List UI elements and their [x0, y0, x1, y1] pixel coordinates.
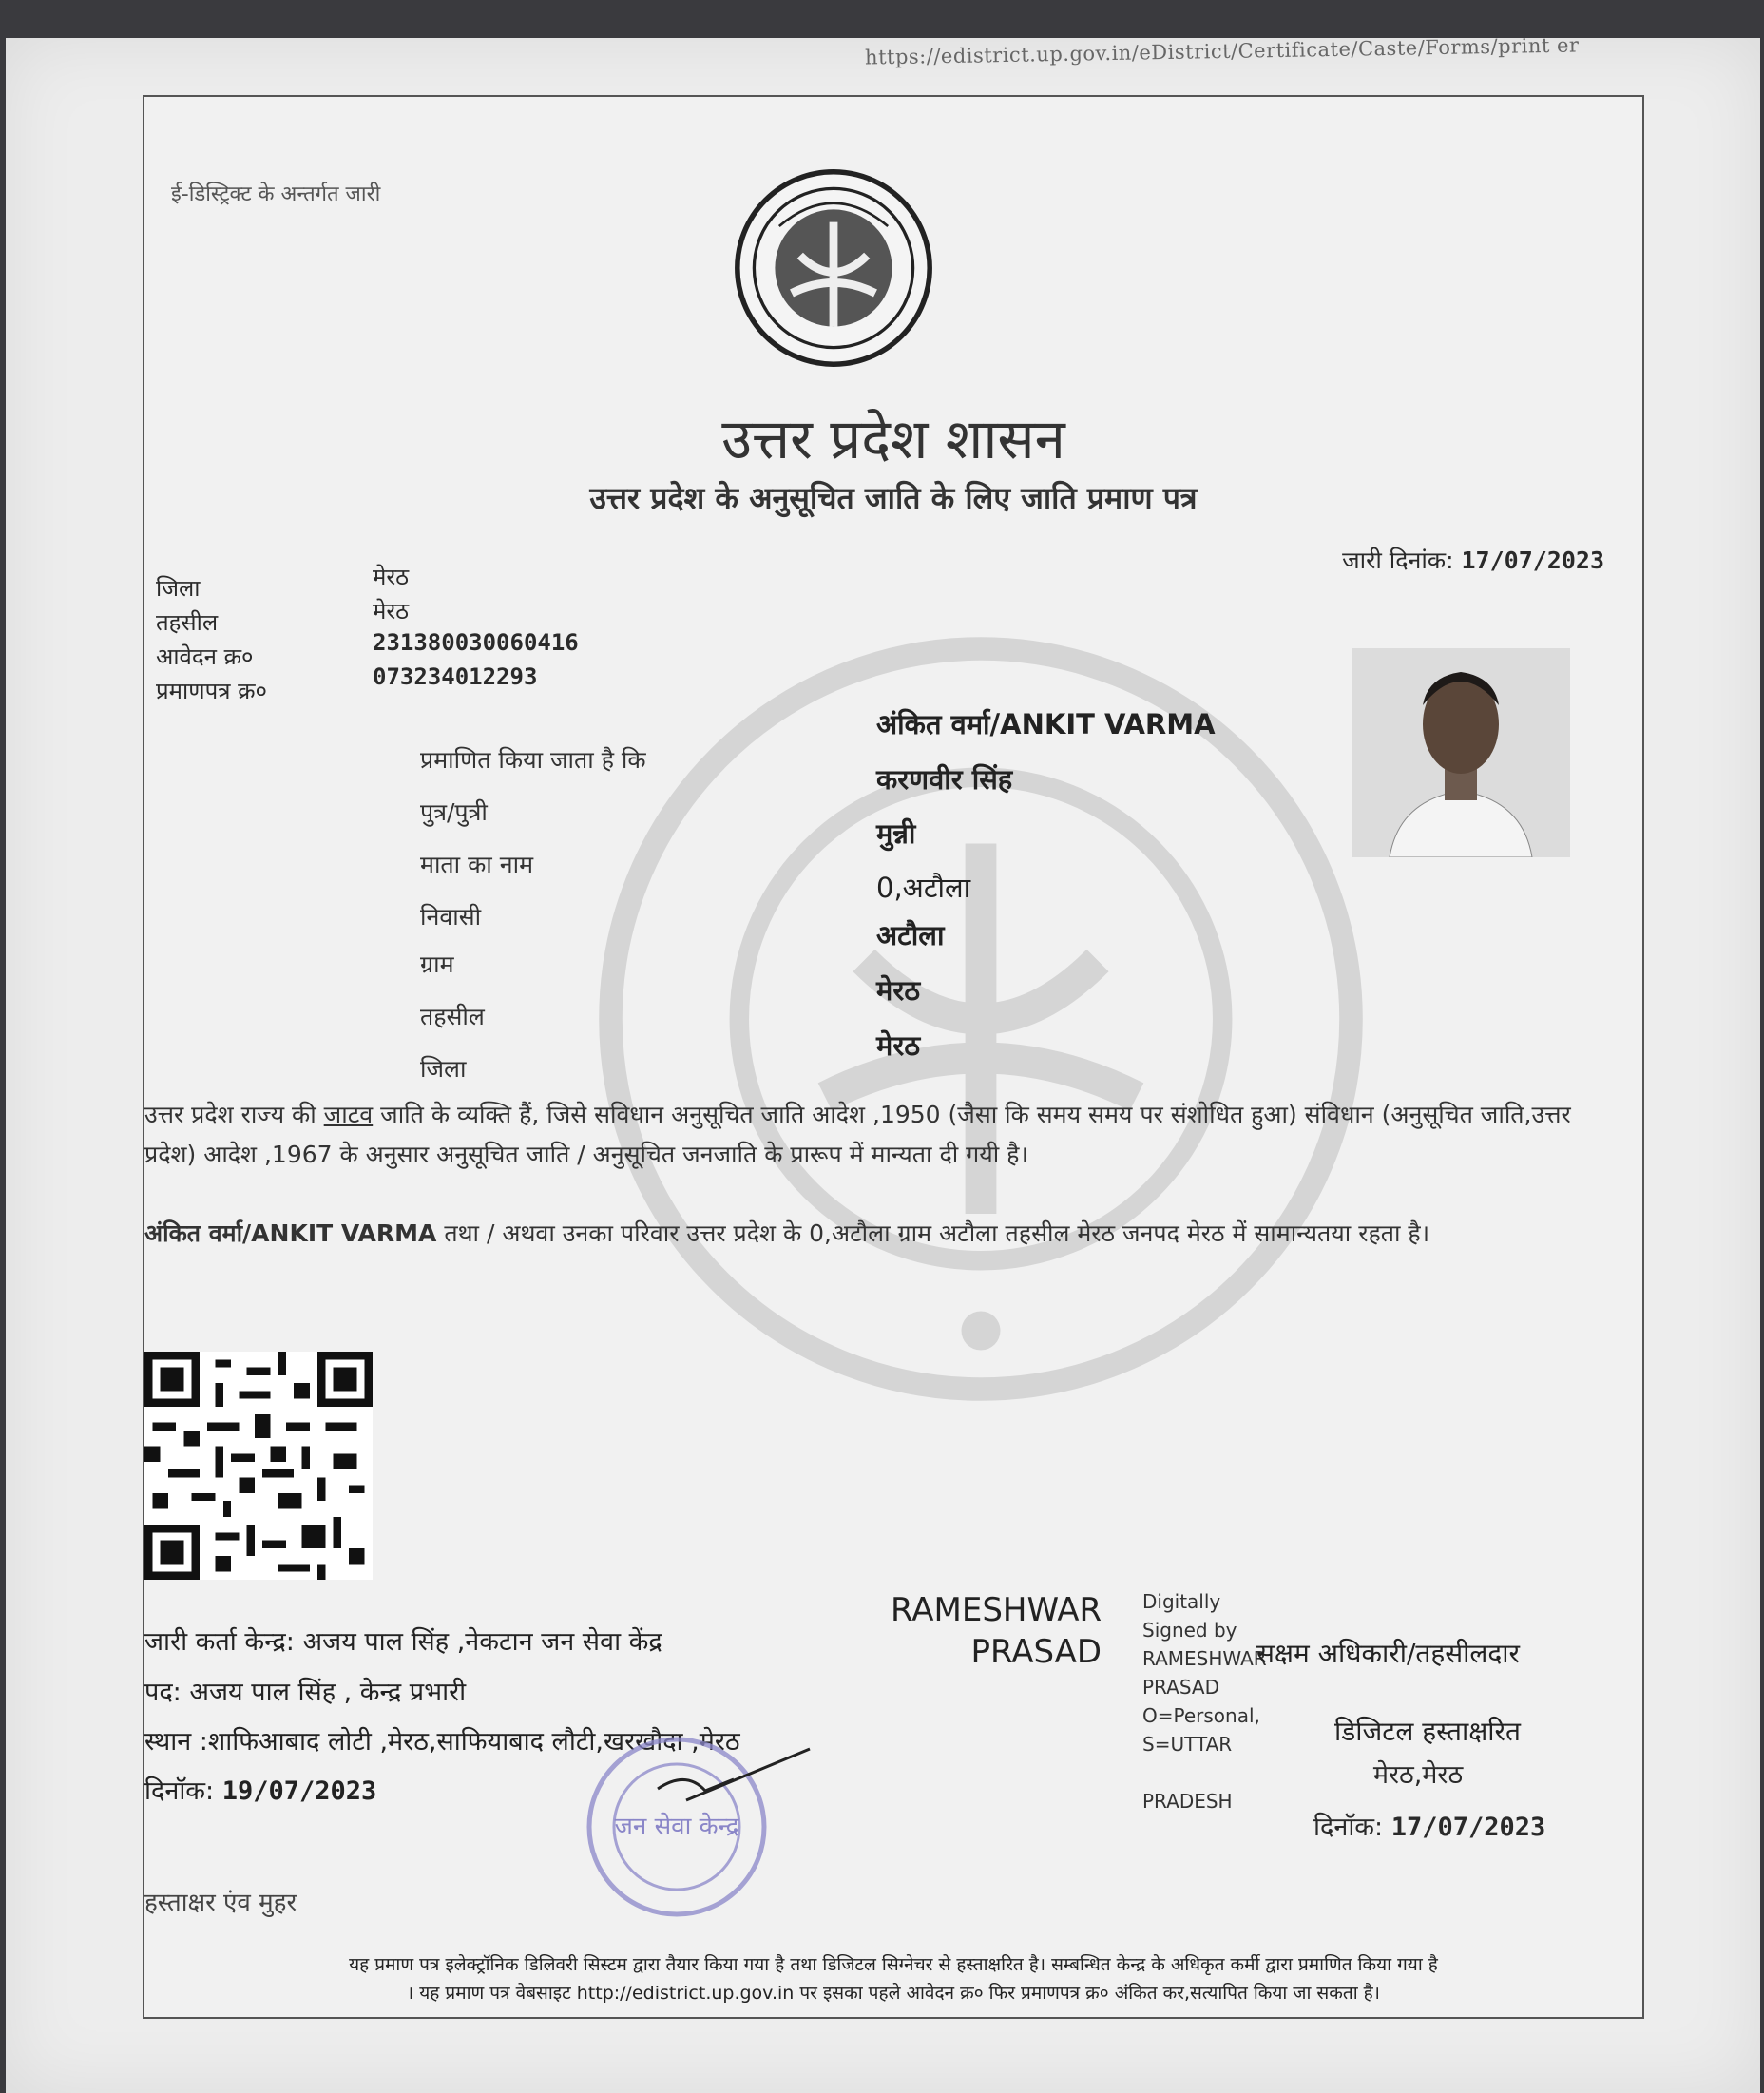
center-post: पद: अजय पाल सिंह , केन्द्र प्रभारी: [144, 1678, 467, 1707]
field-label-son-daughter: पुत्र/पुत्री: [420, 798, 488, 826]
issue-date: [1342, 544, 1604, 576]
field-label-district: जिला: [420, 1055, 467, 1083]
field-value-name: अंकित वर्मा/ANKIT VARMA: [876, 708, 1216, 740]
field-label-certified: प्रमाणित किया जाता है कि: [420, 746, 646, 774]
field-value-district: मेरठ: [876, 1029, 921, 1062]
certificate-title: उत्तर प्रदेश के अनुसूचित जाति के लिए जाति प्रमाण पत्र: [589, 480, 1198, 516]
application-no-value: 231380030060416: [373, 629, 579, 656]
issue-date-label: जारी दिनांक:: [1342, 547, 1454, 574]
page-url: https://edistrict.up.gov.in/eDistrict/Certificate/Caste/Forms/print er: [864, 33, 1580, 69]
caste-name: जाटव: [323, 1101, 374, 1128]
field-value-tehsil: मेरठ: [876, 974, 921, 1007]
certificate: [143, 95, 1644, 2019]
field-label-village: ग्राम: [420, 950, 454, 978]
center-date-value: 19/07/2023: [221, 1776, 377, 1806]
caste-statement: उत्तर प्रदेश राज्य की जाटव जाति के व्यक्ति हैं, जिसे सविधान अनुसूचित जाति आदेश ,1950 (जैसा कि समय समय पर संशोधित हुआ) संविधान (अनुसूचित जाति,उत्तर प्रदेश) आदेश ,1967 के अनुसार अनुसूचित जाति / अनुसूचित जनजाति के प्रारूप में मान्यता दी गयी है।: [144, 1101, 1571, 1168]
field-value-village: अटौला: [876, 919, 945, 951]
district-label: जिला: [156, 575, 201, 602]
residence-statement: अंकित वर्मा/ANKIT VARMA तथा / अथवा उनका परिवार उत्तर प्रदेश के 0,अटौला ग्राम अटौला तहसील मेरठ जनपद मेरठ में सामान्यतया रहता है।: [144, 1219, 1430, 1247]
signature-place: मेरठ,मेरठ: [1372, 1760, 1464, 1790]
district-value: मेरठ: [373, 564, 410, 590]
field-value-father: करणवीर सिंह: [876, 763, 1013, 796]
signature-date-value: 17/07/2023: [1390, 1813, 1546, 1842]
certificate-no-value: 073234012293: [373, 663, 538, 690]
digitally-signed-label: डिजिटल हस्ताक्षरित: [1334, 1716, 1521, 1747]
watermark-emblem: [591, 629, 1371, 1409]
tehsil-value: मेरठ: [373, 598, 410, 624]
applicant-name-bold: अंकित वर्मा/ANKIT VARMA: [144, 1219, 437, 1247]
signature-and-seal-label: हस्ताक्षर एंव मुहर: [144, 1889, 297, 1917]
field-value-resident: 0,अटौला: [876, 872, 971, 904]
stamp-text: जन सेवा केन्द्र: [614, 1813, 739, 1841]
qr-code: [144, 1352, 373, 1580]
applicant-photo: [1352, 648, 1570, 857]
up-government-emblem: [729, 163, 938, 373]
field-label-tehsil: तहसील: [420, 1003, 485, 1030]
issue-date-value: 17/07/2023: [1461, 547, 1604, 574]
csc-stamp: [544, 1732, 829, 1922]
government-title: उत्तर प्रदेश शासन: [721, 407, 1065, 471]
field-label-resident: निवासी: [420, 903, 482, 931]
footer-note: यह प्रमाण पत्र इलेक्ट्रॉनिक डिलिवरी सिस्टम द्वारा तैयार किया गया है तथा डिजिटल सिग्नेचर से हस्ताक्षरित है। सम्बन्धित केन्द्र के अधिकृत कर्मी द्वारा प्रमाणित किया गया है । यह प्रमाण पत्र वेबसाइट http://edistrict.up.gov.in पर इसका पहले आवेदन क्र० फिर प्रमाणपत्र क्र० अंकित कर,सत्यापित किया जा सकता है।: [349, 1954, 1438, 2004]
issuing-center: जारी कर्ता केन्द्र: अजय पाल सिंह ,नेकटान जन सेवा केंद्र: [144, 1627, 662, 1657]
application-no-label: आवेदन क्र०: [156, 643, 254, 670]
field-label-mother: माता का नाम: [420, 851, 534, 878]
signature-date: दिनॉक: 17/07/2023: [1313, 1813, 1546, 1842]
center-date: दिनॉक: 19/07/2023: [144, 1776, 377, 1806]
tehsil-label: तहसील: [156, 609, 219, 636]
signer-name: RAMESHWAR PRASAD: [891, 1591, 1102, 1671]
field-value-mother: मुन्नी: [876, 817, 916, 850]
center-place: स्थान :शाफिआबाद लोटी ,मेरठ,साफियाबाद लौटी,खरखौदा ,मेरठ: [144, 1727, 740, 1757]
certificate-no-label: प्रमाणपत्र क्र०: [156, 678, 267, 704]
issued-under-text: ई-डिस्ट्रिक्ट के अन्तर्गत जारी: [171, 182, 381, 206]
digital-signature-details: Digitally Signed by RAMESHWAR PRASAD O=Personal, S=UTTAR PRADESH: [1142, 1590, 1267, 1813]
officer-designation: सक्षम अधिकारी/तहसीलदार: [1256, 1638, 1520, 1669]
